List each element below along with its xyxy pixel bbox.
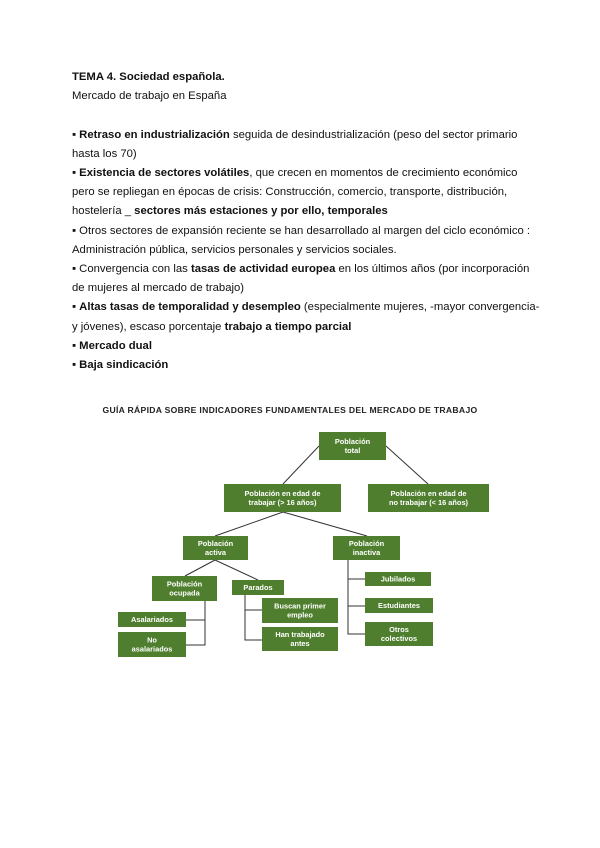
- node-jubilados: [365, 572, 431, 586]
- node-total: [319, 432, 386, 460]
- connector-line: [245, 595, 262, 640]
- connector-line: [348, 560, 365, 634]
- node-estudiantes: [365, 598, 433, 613]
- node-label: Población: [334, 437, 371, 447]
- node-label: Otros: [389, 625, 409, 635]
- node-label: total: [344, 446, 361, 456]
- node-no-asalariados: [118, 632, 186, 657]
- node-label: Población en edad de: [244, 489, 321, 499]
- node-label: Población: [197, 539, 234, 549]
- node-no-trabajar: [368, 484, 489, 512]
- diagram-boxes: [118, 432, 489, 657]
- doc-title: TEMA 4. Sociedad española.: [72, 71, 225, 83]
- bullet-item: ▪ Otros sectores de expansión reciente se han desarrollado al margen del ciclo económico : Administración pública, servicios personales y servicios sociales.: [72, 224, 531, 256]
- connector-line: [283, 512, 367, 536]
- connector-line: [386, 446, 428, 484]
- connector-line: [215, 560, 258, 580]
- node-label: asalariados: [131, 644, 173, 654]
- bullet-item: ▪ Retraso en industrialización seguida de desindustrialización (peso del sector primario hasta los 70): [72, 128, 518, 160]
- doc-subtitle: Mercado de trabajo en España: [72, 90, 227, 103]
- node-label: antes: [290, 639, 310, 649]
- connector-line: [283, 446, 319, 484]
- node-label: Parados: [243, 583, 273, 593]
- node-label: colectivos: [380, 634, 418, 644]
- node-label: empleo: [287, 610, 313, 620]
- node-label: Población en edad de: [390, 489, 467, 499]
- node-label: no trabajar (< 16 años): [388, 498, 469, 508]
- bullet-item: ▪ Convergencia con las tasas de actividad europea en los últimos años (por incorporación de mujeres al mercado de trabajo): [72, 263, 530, 295]
- connector-line: [215, 512, 283, 536]
- connector-line: [186, 601, 205, 620]
- node-ocupada: [152, 576, 217, 601]
- node-label: Buscan primer: [274, 601, 326, 611]
- node-label: inactiva: [352, 548, 381, 558]
- node-parados: [232, 580, 284, 595]
- bullet-item: ▪ Altas tasas de temporalidad y desempleo (especialmente mujeres, -mayor convergencia- y jóvenes), escaso porcentaje trabajo a tiempo parcial: [72, 301, 540, 333]
- node-label: Población: [348, 539, 385, 549]
- bullet-item: ▪ Baja sindicación: [72, 359, 169, 372]
- node-label: activa: [205, 548, 226, 558]
- node-otros: [365, 622, 433, 646]
- node-label: Asalariados: [131, 615, 173, 625]
- node-buscan: [262, 598, 338, 623]
- diagram-title: GUÍA RÁPIDA SOBRE INDICADORES FUNDAMENTALES DEL MERCADO DE TRABAJO: [102, 405, 478, 415]
- node-label: Han trabajado: [275, 630, 325, 640]
- bullet-item: ▪ Existencia de sectores volátiles, que crecen en momentos de crecimiento económico pero se repliegan en épocas de crisis: Construcción, comercio, transporte, distribución, hostelería _ sectores más estaciones y por ello, temporales: [72, 167, 518, 218]
- connector-line: [186, 601, 205, 645]
- node-trabajado: [262, 627, 338, 651]
- node-label: Estudiantes: [378, 601, 420, 611]
- connector-line: [185, 560, 215, 576]
- node-activa: [183, 536, 248, 560]
- node-inactiva: [333, 536, 400, 560]
- node-label: Jubilados: [380, 574, 416, 584]
- node-label: No: [147, 635, 157, 645]
- node-label: ocupada: [169, 588, 200, 598]
- bullet-item: ▪ Mercado dual: [72, 339, 152, 352]
- node-label: trabajar (> 16 años): [248, 498, 317, 508]
- node-edad-trabajar: [224, 484, 341, 512]
- node-label: Población: [166, 579, 203, 589]
- node-asalariados: [118, 612, 186, 627]
